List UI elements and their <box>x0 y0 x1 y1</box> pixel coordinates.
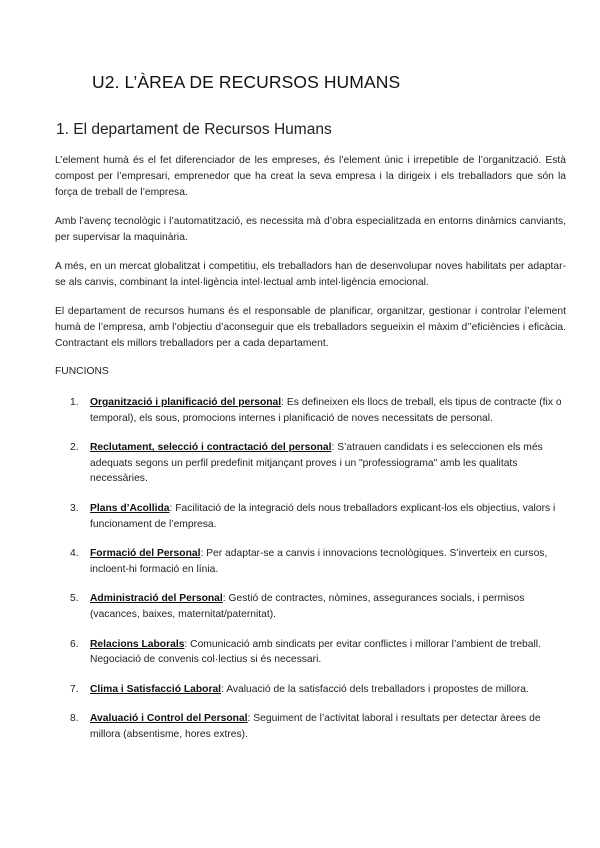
list-item-text: : Gestió de contractes, nòmines, assegurances socials, i permisos (vacances, baixes, maternitat/paternitat). <box>90 593 525 620</box>
list-item-name: Plans d’Acollida <box>90 502 170 514</box>
list-item <box>70 711 566 742</box>
page-title: U2. L’ÀREA DE RECURSOS HUMANS <box>92 72 401 92</box>
list-item-name: Reclutament, selecció i contractació del personal <box>90 442 332 454</box>
list-item-number: 1. <box>70 397 79 408</box>
list-item-text: : Seguiment de l’activitat laboral i resultats per detectar àrees de millora (absentisme, hores extres). <box>90 713 541 740</box>
list-item <box>70 591 566 622</box>
list-item-number: 8. <box>70 713 79 725</box>
paragraph-3: A més, en un mercat globalitzat i competitiu, els treballadors han de desenvolupar noves habilitats per adaptar-se als canvis, combinant la intel·ligència intel·lectual amb intel·ligència emocional. <box>55 261 566 289</box>
list-item-name: Organització i planificació del personal <box>90 397 282 408</box>
list-item <box>70 395 566 426</box>
list-item <box>70 682 566 698</box>
list-item <box>70 440 566 487</box>
paragraph-4: El departament de recursos humans és el responsable de planificar, organitzar, gestionar i controlar l’element humà de l’empresa, amb l’objectiu d’aconseguir que els treballadors segueixin el màxim d’’eficiències i eficàcia. Contractant els millors treballadors per a cada departament. <box>55 306 566 350</box>
list-item-name: Administració del Personal <box>90 593 223 605</box>
list-item <box>70 501 566 532</box>
list-item-number: 7. <box>70 683 79 695</box>
paragraph-2: Amb l’avenç tecnològic i l’automatització, es necessita mà d’obra especialitzada en entorns dinàmics canviants, per supervisar la maquinària. <box>55 216 566 244</box>
list-item <box>70 546 566 577</box>
list-item-number: 6. <box>70 638 79 650</box>
list-item-number: 3. <box>70 502 79 514</box>
section-title: 1. El departament de Recursos Humans <box>56 121 332 138</box>
funcions-list <box>70 395 566 743</box>
list-item-number: 4. <box>70 548 79 560</box>
paragraph-1: L’element humà és el fet diferenciador de les empreses, és l’element únic i irrepetible de l’organització. Està compost per l’empresari, emprenedor que ha creat la seva empresa i la dirigeix i els treballadors que són la força de treball de l’empresa. <box>55 155 566 199</box>
list-item-name: Formació del Personal <box>90 548 201 560</box>
list-item-text: : Facilitació de la integració dels nous treballadors explicant-los els objectius, valors i funcionament de l’empresa. <box>90 502 556 530</box>
list-item-number: 2. <box>70 442 79 454</box>
list-item-name: Clima i Satisfacció Laboral <box>90 683 222 695</box>
list-item-text: : Per adaptar-se a canvis i innovacions tecnològiques. S’inverteix en cursos, incloent-hi formació en línia. <box>90 548 548 575</box>
list-item-name: Avaluació i Control del Personal <box>90 713 248 725</box>
list-item-text: : Avaluació de la satisfacció dels treballadors i propostes de millora. <box>221 683 529 695</box>
list-item-text: : Es defineixen els llocs de treball, els tipus de contracte (fix o temporal), els sous, promocions internes i planificació de noves necessitats de personal. <box>90 397 562 424</box>
list-item-number: 5. <box>70 593 79 605</box>
list-item-text: : Comunicació amb sindicats per evitar conflictes i millorar l’ambient de treball. Negociació de convenis col·lectius si és necessari. <box>90 638 541 666</box>
funcions-heading: FUNCIONS <box>55 366 109 377</box>
list-item-name: Relacions Laborals <box>90 638 185 650</box>
list-item <box>70 637 566 668</box>
list-item-text: : S’atrauen candidats i es seleccionen els més adequats segons un perfil predefinit mitjançant proves i un "professiograma" amb les qualitats necessàries. <box>90 442 543 485</box>
